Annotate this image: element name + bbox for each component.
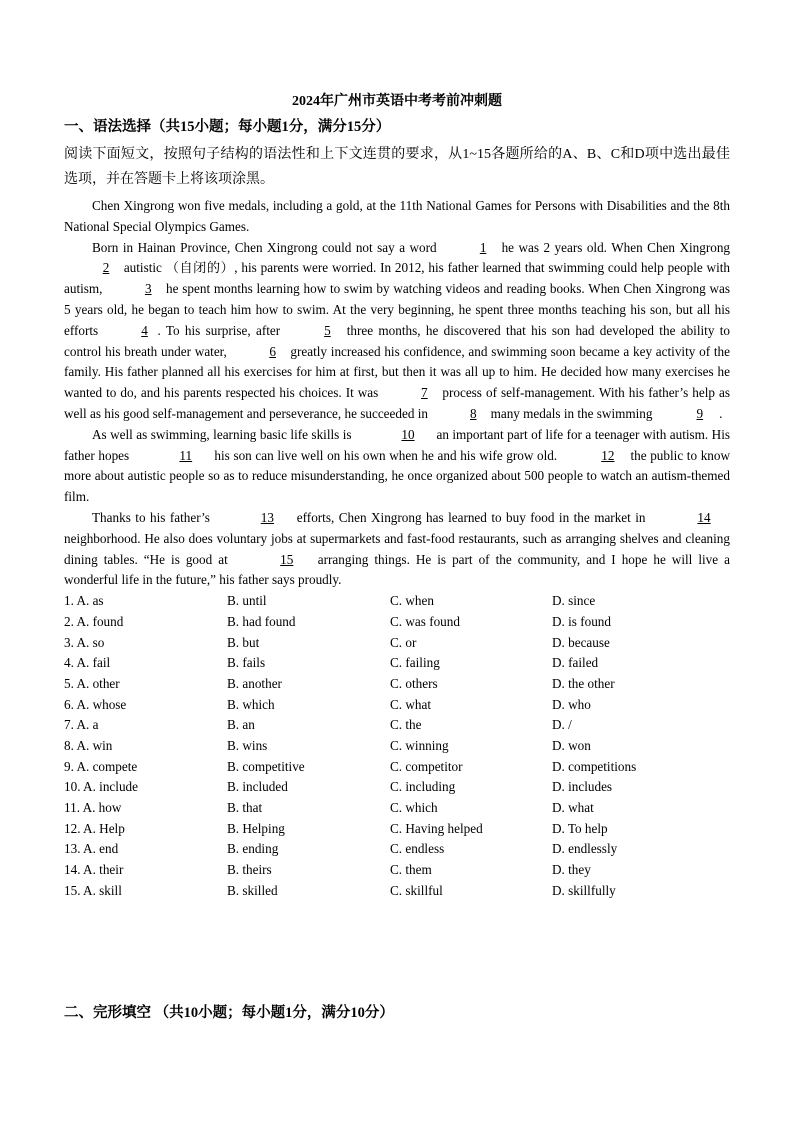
- option-a: 15. A. skill: [64, 882, 122, 898]
- option-d: D. skillfully: [552, 882, 616, 898]
- option-b: B. had found: [227, 613, 296, 629]
- option-a: 12. A. Help: [64, 820, 125, 836]
- question-options-14: [64, 860, 730, 881]
- text-segment: three months, he discovered that his son had developed the ability to control his breath under water,: [64, 322, 730, 359]
- paragraph-2: [64, 238, 730, 425]
- option-b: B. until: [227, 593, 267, 609]
- question-options-11: [64, 798, 730, 819]
- option-b: B. theirs: [227, 862, 272, 878]
- text-segment: an important part of life for a teenager with autism. His father hopes: [64, 426, 730, 463]
- option-d: D. /: [552, 717, 572, 733]
- option-d: D. they: [552, 862, 591, 878]
- option-d: D. won: [552, 737, 591, 753]
- blank-4: 4: [141, 322, 148, 338]
- text-segment: his son can live well on his own when he and his wife grow old.: [210, 447, 561, 463]
- blank-1: 1: [479, 239, 487, 255]
- text-segment: he spent months learning how to swim by watching videos and reading books. When Chen Xingrong was 5 years old, he began to teach him how to swim. At the very beginning, he spent three months teaching his son, but all his efforts: [64, 281, 730, 338]
- option-c: C. skillful: [390, 882, 443, 898]
- question-options-12: [64, 819, 730, 840]
- text-segment: arranging things. He is part of the community, and I hope he will live a wonderful life in the future,” his father says proudly.: [64, 551, 730, 588]
- section1-heading: 一、语法选择（共15小题；每小题1分，满分15分）: [64, 119, 391, 135]
- question-options-4: [64, 653, 730, 674]
- option-b: B. which: [227, 696, 275, 712]
- paragraph-1: Chen Xingrong won five medals, including a gold, at the 11th National Games for Persons with Disabilities and the 8th National Special Olympics Games.: [64, 198, 730, 234]
- option-d: D. To help: [552, 820, 608, 836]
- text-segment: greatly increased his confidence, and swimming soon became a key activity of the family. His father planned all his exercises for him at first, but then it was all up to him. He decided how many exercises he wanted to do, and his parents respected his choices. It was: [64, 343, 730, 401]
- question-options-5: [64, 674, 730, 695]
- option-a: 5. A. other: [64, 675, 120, 691]
- option-d: D. endlessly: [552, 841, 618, 857]
- option-a: 13. A. end: [64, 841, 119, 857]
- option-b: B. competitive: [227, 758, 305, 774]
- text-segment: Thanks to his father’s: [92, 509, 215, 525]
- option-b: B. fails: [227, 655, 266, 671]
- option-d: D. failed: [552, 655, 599, 671]
- question-options-7: [64, 715, 730, 736]
- blank-8: 8: [469, 405, 477, 421]
- option-c: C. what: [390, 696, 432, 712]
- text-segment: As well as swimming, learning basic life skills is: [92, 426, 356, 442]
- question-options-13: [64, 839, 730, 860]
- section2-heading: 二、完形填空 （共10小题；每小题1分，满分10分）: [64, 1005, 394, 1021]
- blank-5: 5: [324, 322, 331, 338]
- option-a: 14. A. their: [64, 862, 124, 878]
- option-d: D. what: [552, 800, 594, 816]
- text-segment: neighborhood. He also does voluntary jobs at supermarkets and fast-food restaurants, such as arranging shelves and cleaning dining tables. “He is good at: [64, 530, 730, 567]
- question-options-6: [64, 695, 730, 716]
- option-b: B. ending: [227, 841, 279, 857]
- option-a: 2. A. found: [64, 613, 124, 629]
- blank-2: 2: [102, 260, 110, 276]
- paragraph-3: [64, 425, 730, 508]
- option-d: D. includes: [552, 779, 613, 795]
- option-a: 6. A. whose: [64, 696, 127, 712]
- option-c: C. endless: [390, 841, 445, 857]
- option-a: 1. A. as: [64, 593, 104, 609]
- option-c: C. Having helped: [390, 820, 483, 836]
- option-d: D. the other: [552, 675, 615, 691]
- option-d: D. who: [552, 696, 591, 712]
- text-segment: he was 2 years old. When Chen Xingrong: [497, 239, 731, 255]
- blank-9: 9: [696, 405, 704, 421]
- page-title: 2024年广州市英语中考考前冲刺题: [292, 94, 502, 109]
- text-segment: . To his surprise, after: [157, 322, 286, 338]
- option-a: 11. A. how: [64, 800, 122, 816]
- question-options-2: [64, 612, 730, 633]
- blank-3: 3: [144, 281, 152, 297]
- option-c: C. the: [390, 717, 422, 733]
- option-b: B. an: [227, 717, 255, 733]
- question-options-3: [64, 633, 730, 654]
- option-b: B. included: [227, 779, 288, 795]
- blank-13: 13: [260, 509, 274, 525]
- question-options-15: [64, 881, 730, 902]
- option-a: 9. A. compete: [64, 758, 138, 774]
- blank-14: 14: [697, 509, 711, 525]
- option-c: C. or: [390, 634, 417, 650]
- option-c: C. which: [390, 800, 438, 816]
- blank-6: 6: [269, 343, 276, 359]
- reading-passage: [64, 196, 730, 591]
- option-b: B. skilled: [227, 882, 278, 898]
- blank-15: 15: [280, 551, 294, 567]
- option-a: 4. A. fail: [64, 655, 111, 671]
- option-d: D. competitions: [552, 758, 637, 774]
- text-segment: the public to know more about autistic people so as to reduce misunderstanding, he once organized about 500 people to watch an autism-themed film.: [64, 447, 730, 505]
- option-b: B. Helping: [227, 820, 285, 836]
- option-c: C. competitor: [390, 758, 463, 774]
- text-segment: efforts, Chen Xingrong has learned to buy food in the market in: [292, 509, 650, 525]
- blank-10: 10: [401, 426, 415, 442]
- option-c: C. winning: [390, 737, 449, 753]
- paragraph-4: [64, 508, 730, 591]
- question-options-1: [64, 591, 730, 612]
- option-c: C. was found: [390, 613, 460, 629]
- text-segment: autistic （自闭的）, his parents were worried. In 2012, his father learned that swimming could help people with autism,: [64, 260, 730, 297]
- option-c: C. others: [390, 675, 438, 691]
- text-segment: .: [715, 405, 723, 421]
- option-b: B. wins: [227, 737, 268, 753]
- question-options-9: [64, 757, 730, 778]
- option-d: D. since: [552, 593, 596, 609]
- option-d: D. because: [552, 634, 610, 650]
- text-segment: many medals in the swimming: [487, 405, 656, 421]
- question-options-8: [64, 736, 730, 757]
- blank-7: 7: [421, 385, 428, 401]
- option-b: B. but: [227, 634, 260, 650]
- option-b: B. that: [227, 800, 263, 816]
- option-b: B. another: [227, 675, 282, 691]
- answer-options: [64, 591, 730, 901]
- question-options-10: [64, 777, 730, 798]
- option-a: 7. A. a: [64, 717, 99, 733]
- option-c: C. failing: [390, 655, 440, 671]
- option-c: C. them: [390, 862, 432, 878]
- option-a: 8. A. win: [64, 737, 113, 753]
- option-a: 3. A. so: [64, 634, 105, 650]
- blank-12: 12: [601, 447, 615, 463]
- text-segment: Born in Hainan Province, Chen Xingrong could not say a word: [92, 239, 442, 255]
- blank-11: 11: [179, 447, 193, 463]
- option-d: D. is found: [552, 613, 611, 629]
- exam-page: [64, 92, 730, 901]
- section1-instructions: 阅读下面短文，按照句子结构的语法性和上下文连贯的要求，从1~15各题所给的A、B、C和D项中选出最佳选项，并在答题卡上将该项涂黑。: [64, 147, 730, 187]
- option-a: 10. A. include: [64, 779, 138, 795]
- text-segment: process of self-management. With his father’s help as well as his good self-management and perseverance, he succeeded in: [64, 385, 730, 421]
- option-c: C. including: [390, 779, 456, 795]
- option-c: C. when: [390, 593, 434, 609]
